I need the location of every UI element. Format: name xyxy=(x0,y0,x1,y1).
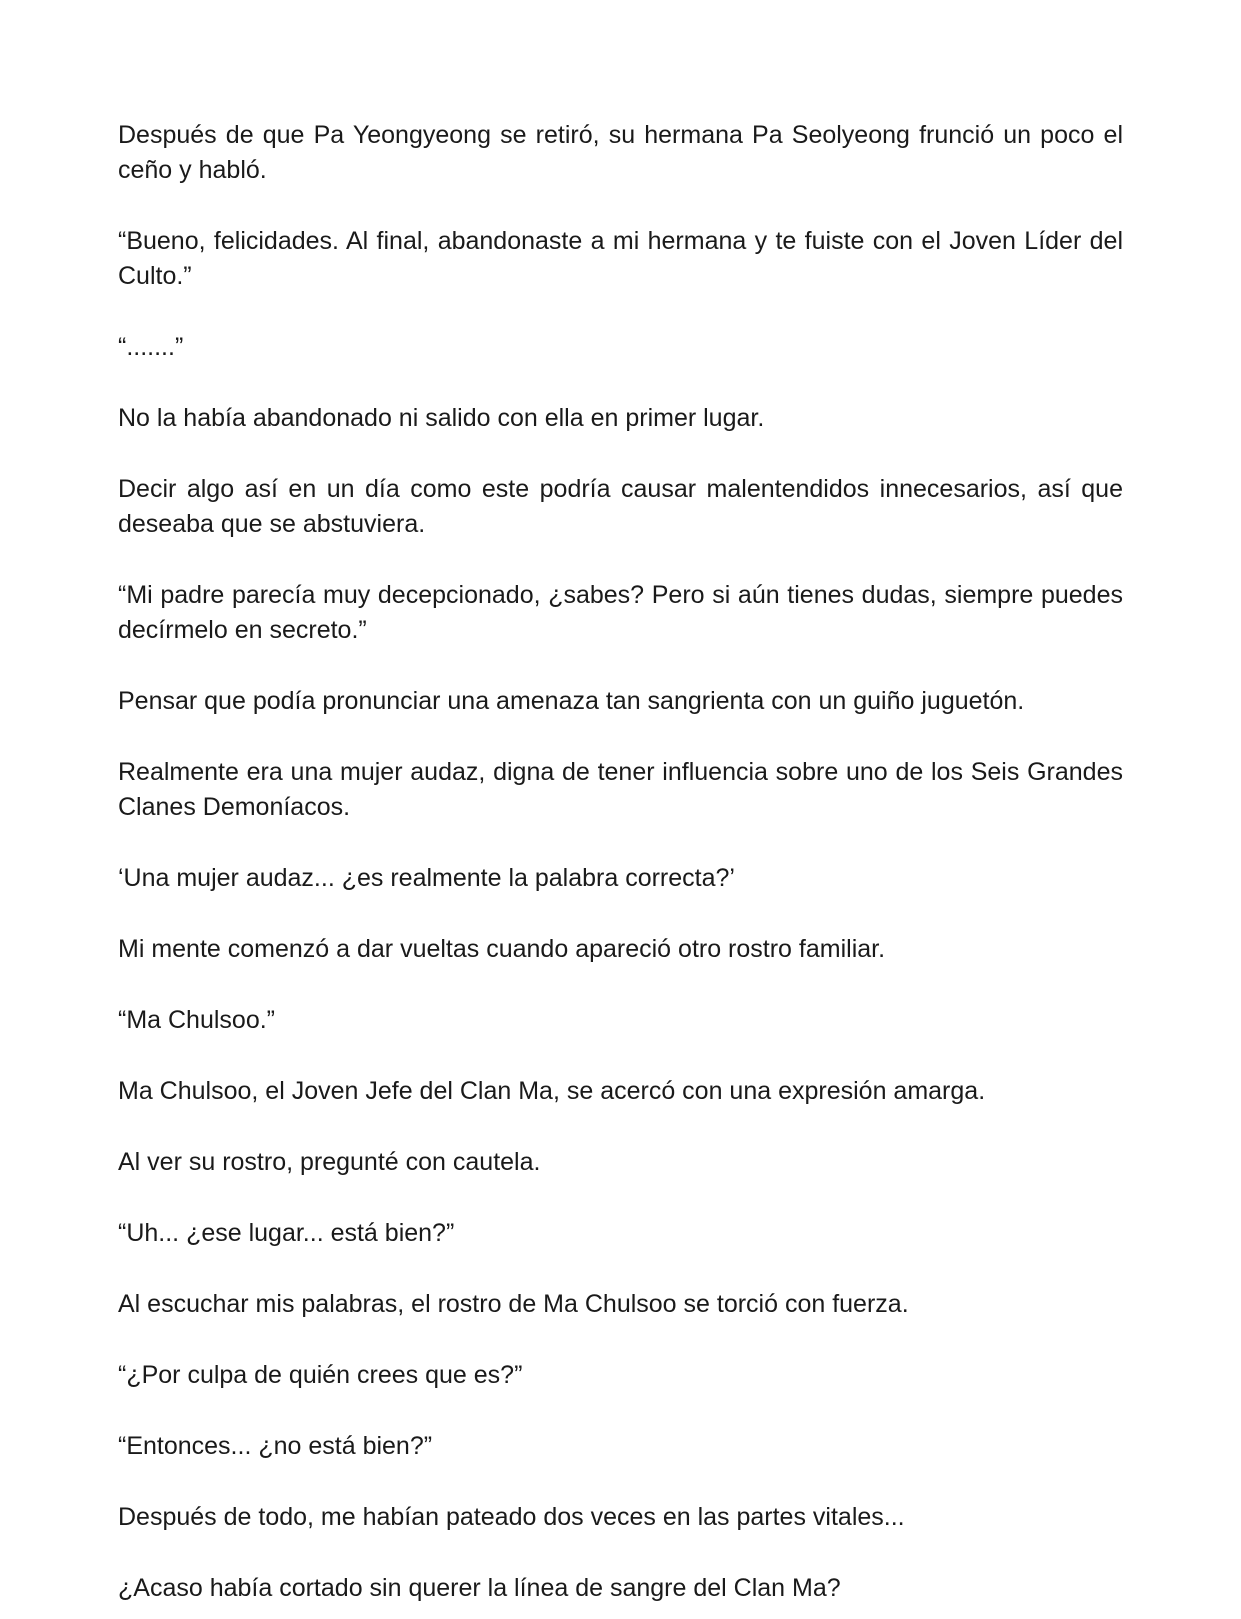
paragraph: “Uh... ¿ese lugar... está bien?” xyxy=(118,1219,455,1247)
paragraph: “Bueno, felicidades. Al final, abandonaste a mi hermana y te fuiste con el Joven Líder del Culto.” xyxy=(118,227,1123,290)
paragraph: Pensar que podía pronunciar una amenaza tan sangrienta con un guiño juguetón. xyxy=(118,687,1025,715)
paragraph: Ma Chulsoo, el Joven Jefe del Clan Ma, se acercó con una expresión amarga. xyxy=(118,1077,986,1105)
paragraph: “Entonces... ¿no está bien?” xyxy=(118,1432,433,1460)
paragraph: Al ver su rostro, pregunté con cautela. xyxy=(118,1148,541,1176)
paragraph: Después de que Pa Yeongyeong se retiró, su hermana Pa Seolyeong frunció un poco el ceño y habló. xyxy=(118,121,1123,184)
paragraph: ¿Acaso había cortado sin querer la línea de sangre del Clan Ma? xyxy=(118,1574,841,1602)
paragraph: Mi mente comenzó a dar vueltas cuando apareció otro rostro familiar. xyxy=(118,935,886,963)
paragraph: Realmente era una mujer audaz, digna de tener influencia sobre uno de los Seis Grandes Clanes Demoníacos. xyxy=(118,758,1123,821)
document-body xyxy=(118,118,1123,1606)
paragraph: “Ma Chulsoo.” xyxy=(118,1006,275,1034)
paragraph: ‘Una mujer audaz... ¿es realmente la palabra correcta?’ xyxy=(118,864,735,892)
paragraph: “¿Por culpa de quién crees que es?” xyxy=(118,1361,523,1389)
paragraph: Al escuchar mis palabras, el rostro de Ma Chulsoo se torció con fuerza. xyxy=(118,1290,909,1318)
paragraph: Después de todo, me habían pateado dos veces en las partes vitales... xyxy=(118,1503,905,1531)
paragraph: “Mi padre parecía muy decepcionado, ¿sabes? Pero si aún tienes dudas, siempre puedes decírmelo en secreto.” xyxy=(118,581,1123,644)
paragraph: Decir algo así en un día como este podría causar malentendidos innecesarios, así que deseaba que se abstuviera. xyxy=(118,475,1123,538)
paragraph: “.......” xyxy=(118,333,184,361)
paragraph: No la había abandonado ni salido con ella en primer lugar. xyxy=(118,404,765,432)
